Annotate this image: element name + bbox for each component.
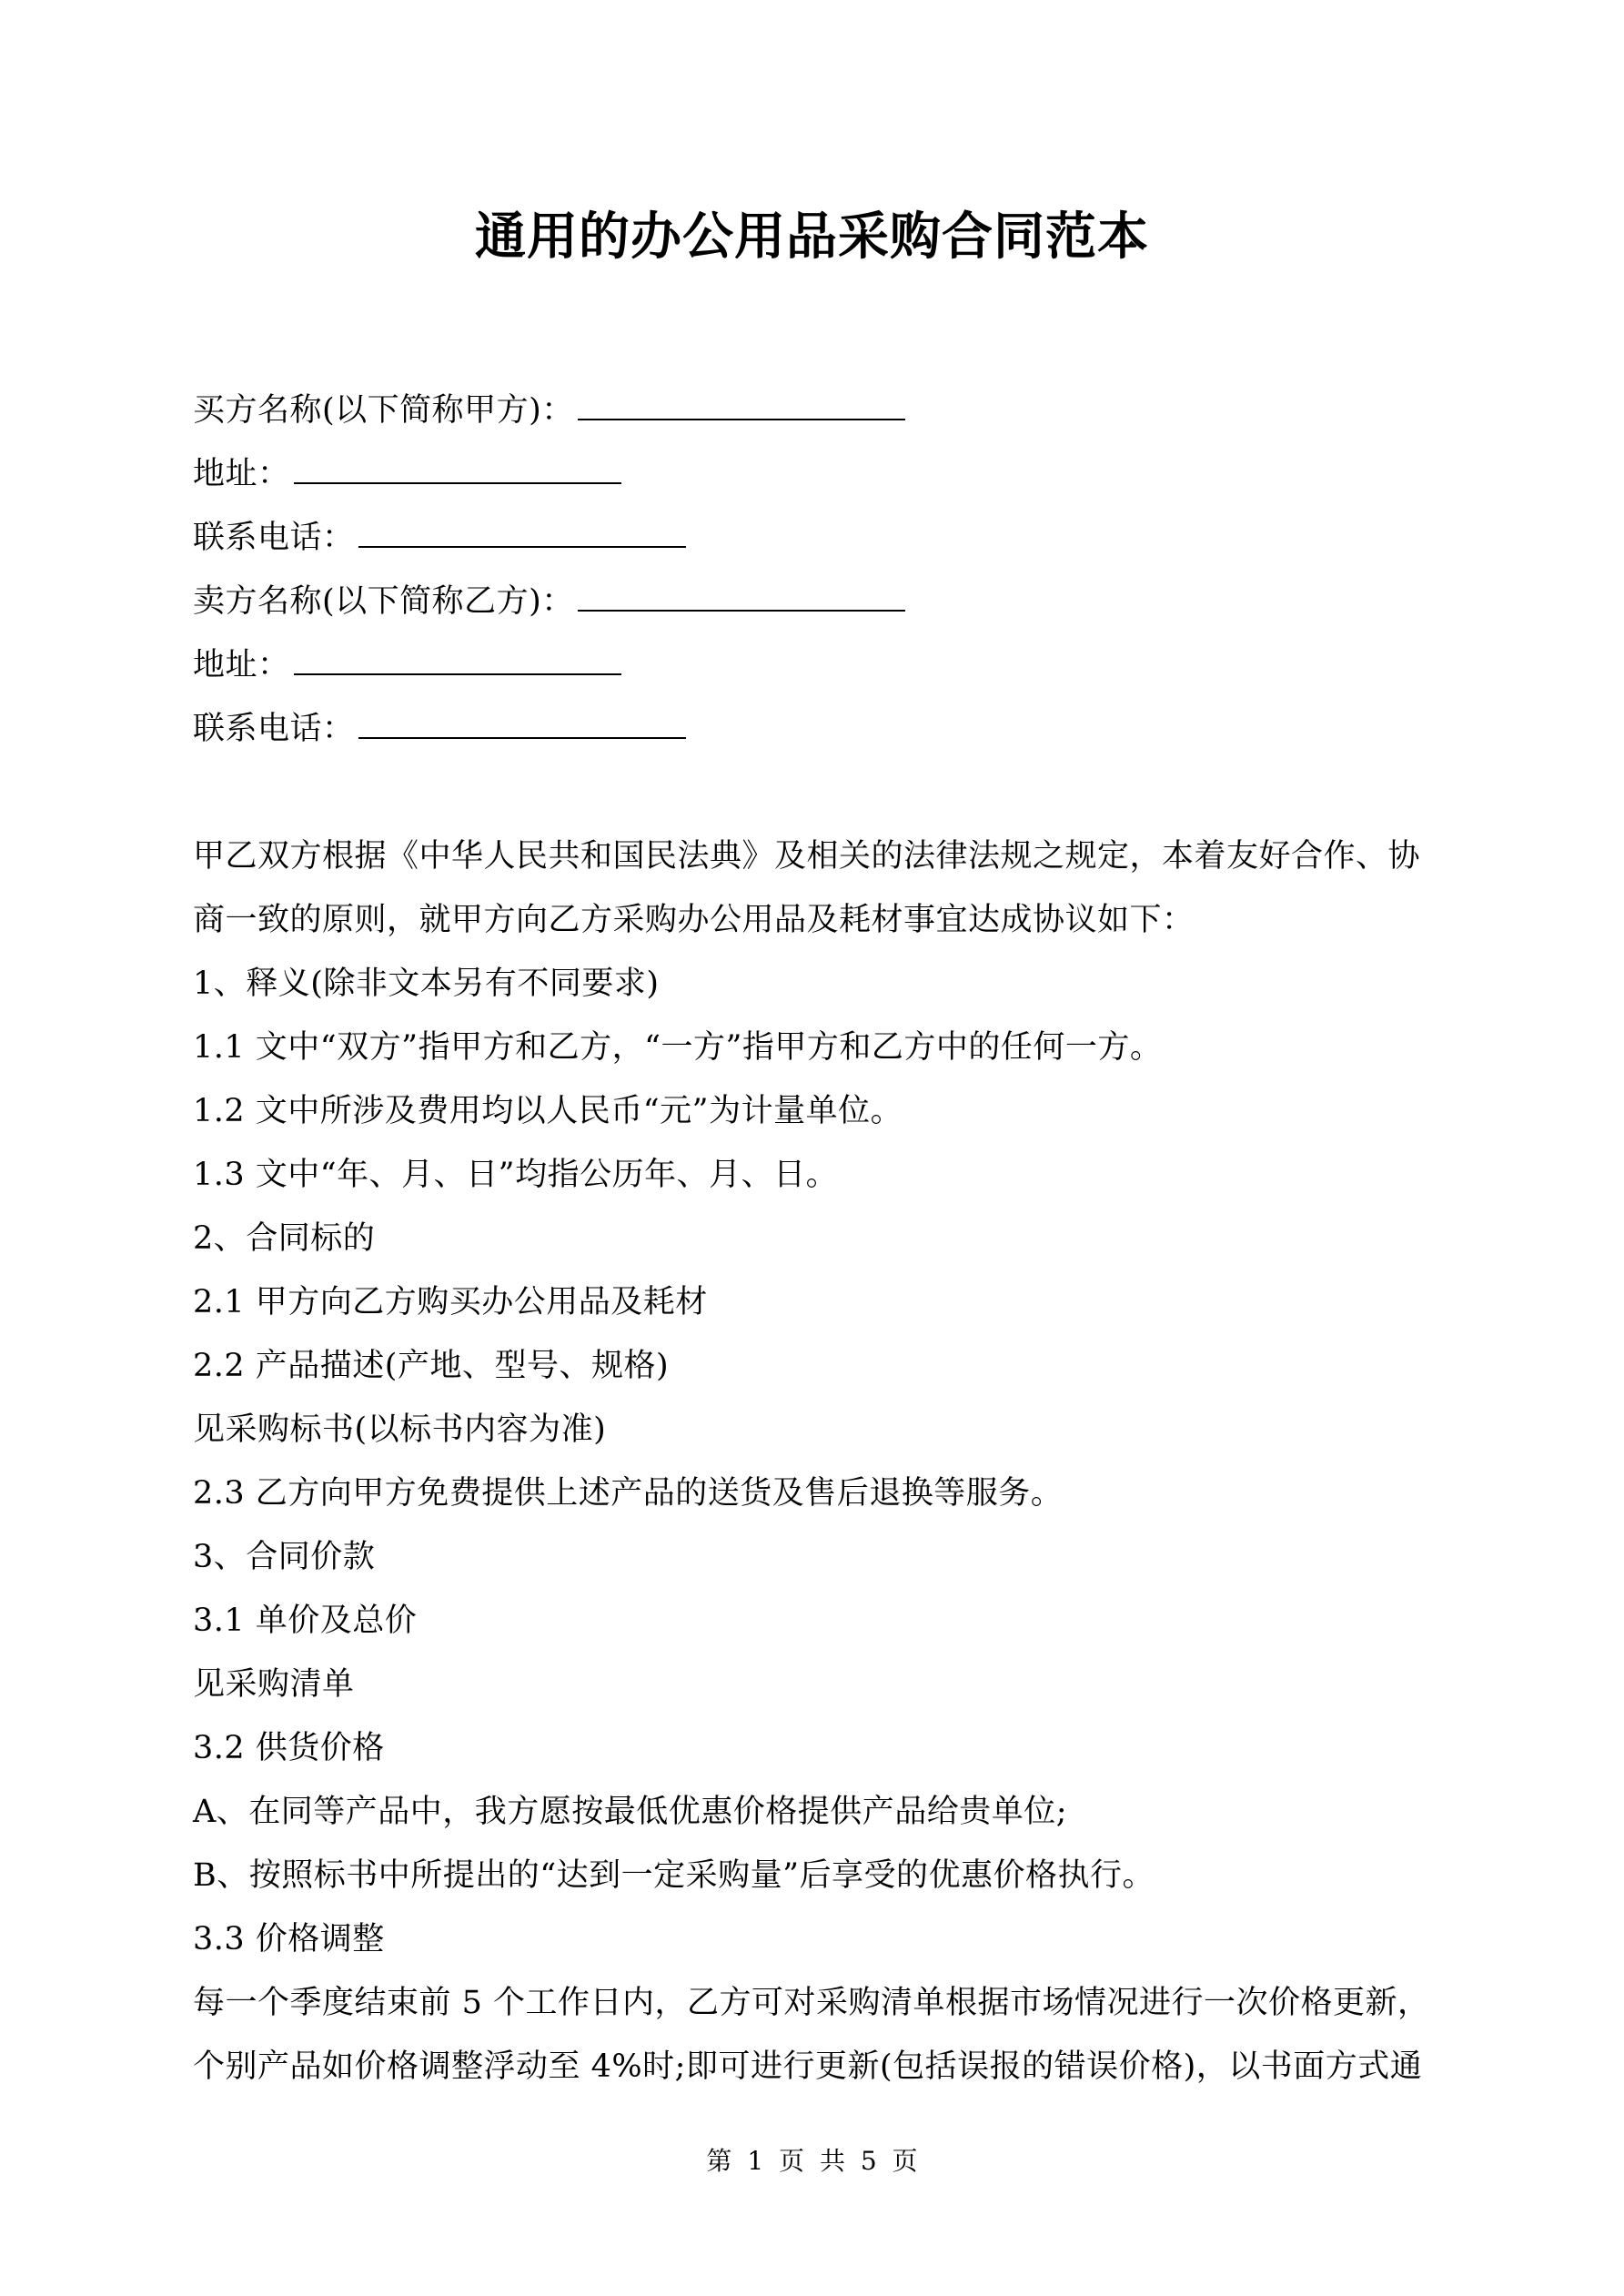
paragraph-line: 甲乙双方根据《中华人民共和国民法典》及相关的法律法规之规定，本着友好合作、协 <box>193 838 1421 875</box>
paragraph-line: 个别产品如价格调整浮动至 4%时;即可进行更新(包括误报的错误价格)，以书面方式通 <box>193 2048 1423 2085</box>
blank-line <box>578 393 905 420</box>
document-body <box>193 379 1448 2099</box>
blank-line <box>578 584 905 612</box>
field-label: 卖方名称(以下简称乙方)： <box>193 583 574 620</box>
section-heading: 2、合同标的 <box>193 1220 376 1257</box>
clause-line: 2.3 乙方向甲方免费提供上述产品的送货及售后退换等服务。 <box>193 1475 1064 1512</box>
section-heading: 1、释义(除非文本另有不同要求) <box>193 966 660 1002</box>
clause-line: 3.2 供货价格 <box>193 1730 385 1766</box>
clause-line: 2.2 产品描述(产地、型号、规格) <box>193 1348 670 1384</box>
field-label: 联系电话： <box>193 711 355 747</box>
clause-line: 2.1 甲方向乙方购买办公用品及耗材 <box>193 1284 708 1320</box>
clause-line: 1.3 文中“年、月、日”均指公历年、月、日。 <box>193 1157 839 1193</box>
clause-line: A、在同等产品中，我方愿按最低优惠价格提供产品给贵单位; <box>193 1794 1068 1830</box>
clause-line: 见采购清单 <box>193 1666 355 1703</box>
buyer-phone-field <box>193 506 1448 570</box>
blank-line <box>358 521 686 548</box>
page-footer: 第 1 页 共 5 页 <box>706 2146 918 2176</box>
blank-line <box>294 648 621 675</box>
seller-name-field <box>193 570 1448 633</box>
clause-line: 3.3 价格调整 <box>193 1921 385 1957</box>
field-label: 地址： <box>193 647 290 683</box>
section-heading: 3、合同价款 <box>193 1539 376 1575</box>
clause-line: B、按照标书中所提出的“达到一定采购量”后享受的优惠价格执行。 <box>193 1857 1155 1894</box>
paragraph-line: 每一个季度结束前 5 个工作日内，乙方可对采购清单根据市场情况进行一次价格更新， <box>193 1985 1430 2021</box>
paragraph-line: 商一致的原则，就甲方向乙方采购办公用品及耗材事宜达成协议如下： <box>193 902 1195 938</box>
field-label: 联系电话： <box>193 520 355 556</box>
field-label: 地址： <box>193 456 290 492</box>
clause-line: 3.1 单价及总价 <box>193 1603 418 1639</box>
field-label: 买方名称(以下简称甲方)： <box>193 392 574 429</box>
clause-line: 1.1 文中“双方”指甲方和乙方，“一方”指甲方和乙方中的任何一方。 <box>193 1029 1163 1066</box>
buyer-name-field <box>193 379 1448 442</box>
spacer <box>193 761 1448 824</box>
seller-address-field <box>193 633 1448 697</box>
blank-line <box>294 457 621 484</box>
buyer-address-field <box>193 442 1448 506</box>
clause-line: 见采购标书(以标书内容为准) <box>193 1411 607 1448</box>
document-title: 通用的办公用品采购合同范本 <box>475 207 1149 267</box>
blank-line <box>358 712 686 739</box>
seller-phone-field <box>193 697 1448 761</box>
clause-line: 1.2 文中所涉及费用均以人民币“元”为计量单位。 <box>193 1093 903 1129</box>
